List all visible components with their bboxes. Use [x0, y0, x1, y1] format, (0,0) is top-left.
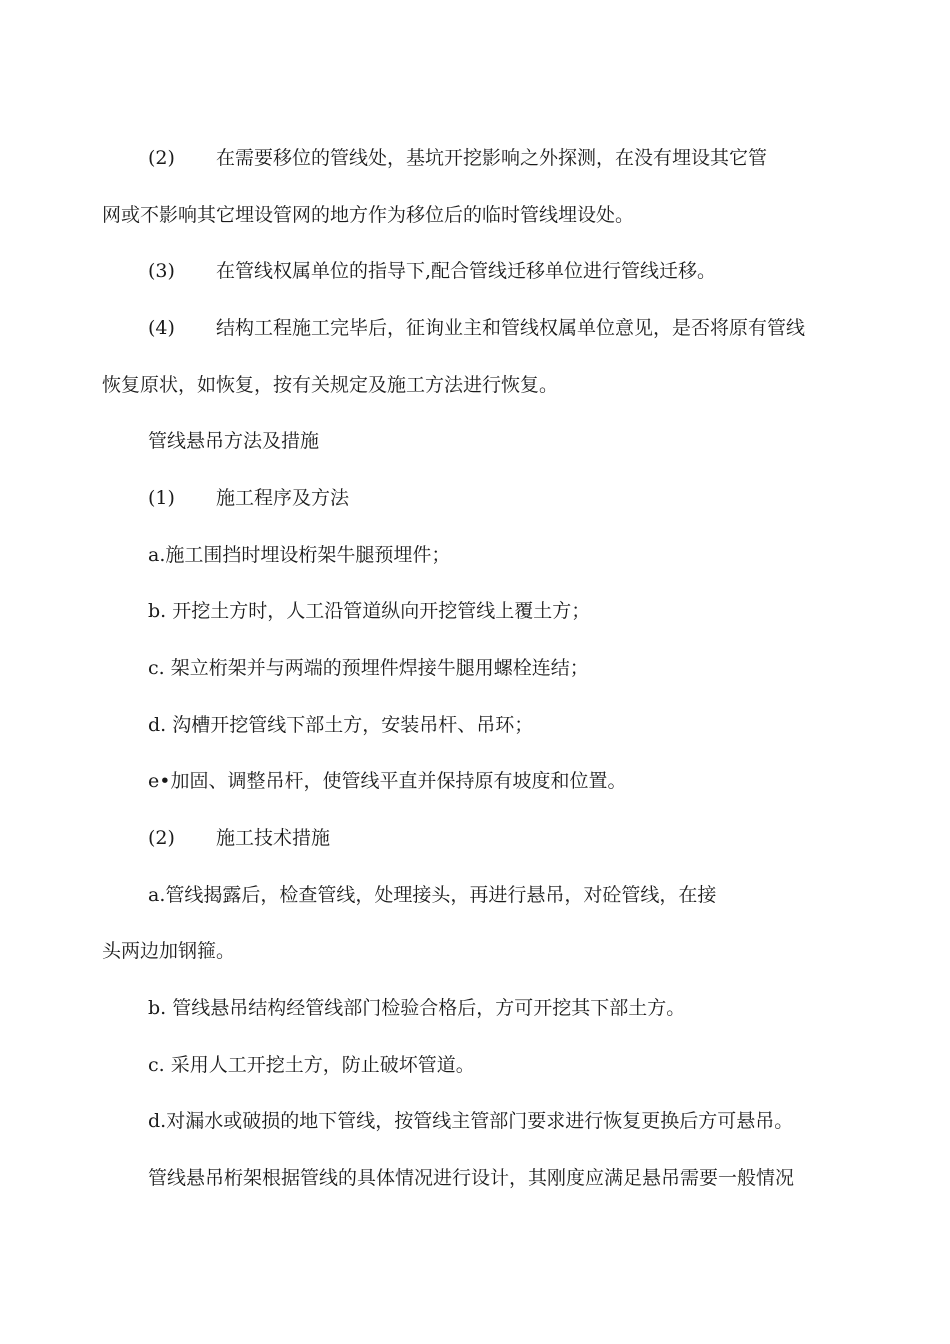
- subsection-title: 施工程序及方法: [216, 487, 350, 509]
- item-number: (1): [148, 487, 175, 509]
- paragraph-text: 在需要移位的管线处，基坑开挖影响之外探测，在没有埋设其它管: [216, 147, 768, 169]
- paragraph-continuation: 网或不影响其它埋设管网的地方作为移位后的临时管线埋设处。: [102, 204, 635, 226]
- list-item: c. 架立桁架并与两端的预埋件焊接牛腿用螺栓连结；: [148, 657, 589, 679]
- list-item: c. 采用人工开挖土方，防止破坏管道。: [148, 1054, 475, 1076]
- paragraph-text: 在管线权属单位的指导下,配合管线迁移单位进行管线迁移。: [216, 260, 717, 282]
- list-item: b. 管线悬吊结构经管线部门检验合格后，方可开挖其下部土方。: [148, 997, 686, 1019]
- section-heading: 管线悬吊方法及措施: [148, 430, 320, 452]
- item-number: (3): [148, 260, 175, 282]
- item-number: (4): [148, 317, 175, 339]
- list-item: d. 沟槽开挖管线下部土方，安装吊杆、吊环；: [148, 714, 534, 736]
- subsection-title: 施工技术措施: [216, 827, 331, 849]
- paragraph-continuation: 恢复原状，如恢复，按有关规定及施工方法进行恢复。: [102, 374, 559, 396]
- list-item: d.对漏水或破损的地下管线，按管线主管部门要求进行恢复更换后方可悬吊。: [148, 1110, 794, 1132]
- list-item: a.管线揭露后，检查管线，处理接头，再进行悬吊，对砼管线，在接: [148, 884, 717, 906]
- paragraph-continuation: 头两边加钢箍。: [102, 940, 236, 962]
- item-number: (2): [148, 827, 175, 849]
- item-number: (2): [148, 147, 175, 169]
- list-item: a.施工围挡时埋设桁架牛腿预埋件；: [148, 544, 451, 566]
- list-item: e•加固、调整吊杆，使管线平直并保持原有坡度和位置。: [148, 770, 627, 792]
- paragraph-text: 结构工程施工完毕后，征询业主和管线权属单位意见，是否将原有管线: [216, 317, 806, 339]
- paragraph-text: 管线悬吊桁架根据管线的具体情况进行设计，其刚度应满足悬吊需要一般情况: [148, 1167, 795, 1189]
- list-item: b. 开挖土方时，人工沿管道纵向开挖管线上覆土方；: [148, 600, 591, 622]
